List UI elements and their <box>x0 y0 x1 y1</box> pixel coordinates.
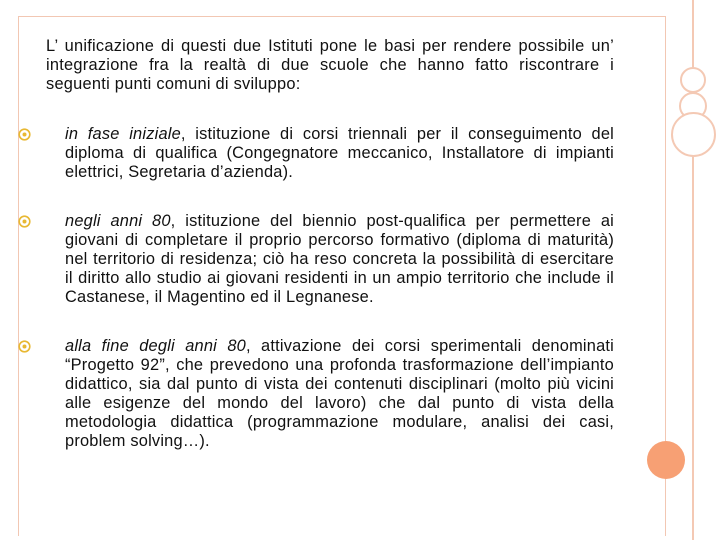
bullet-item-3 <box>46 337 614 451</box>
item-text: , attivazione dei corsi sperimentali denominati “Progetto 92”, che prevedono una profonda trasformazione dell’impianto didattico, sia dal punto di vista dei contenuti disciplinari (molto più vicini alle esigenze del mondo del lavoro) che dal punto di vista della metodologia didattica (programmazione modulare, analisi dei casi, problem solving…). <box>65 337 614 450</box>
bullet-icon <box>18 340 31 353</box>
intro-paragraph: L’ unificazione di questi due Istituti pone le basi per rendere possibile un’ integrazione fra la realtà di due scuole che hanno fatto riscontrare i seguenti punti comuni di sviluppo: <box>46 37 614 93</box>
item-text: , istituzione del biennio post-qualifica per permettere ai giovani di completare il proprio percorso formativo (diploma di maturità) nel territorio di residenza; ciò ha reso concreta la possibilità di esercitare il diritto allo studio ai giovani residenti in un ampio territorio che include il Castanese, il Magentino ed il Legnanese. <box>65 212 614 306</box>
item-text: , istituzione di corsi triennali per il conseguimento del diploma di qualifica (Congegnatore meccanico, Installatore di impianti elettrici, Segretaria d’azienda). <box>65 125 615 181</box>
item-lead: alla fine degli anni 80 <box>65 337 246 355</box>
slide-content <box>46 37 614 451</box>
bullet-item-1 <box>46 125 614 182</box>
decorative-circle-filled <box>647 441 685 479</box>
item-lead: negli anni 80 <box>65 212 171 230</box>
item-lead: in fase iniziale <box>65 125 181 143</box>
bullet-item-2 <box>46 212 614 307</box>
bullet-icon <box>18 215 31 228</box>
decorative-circle-small-top <box>680 67 706 93</box>
decorative-circle-large <box>671 112 716 157</box>
bullet-icon <box>18 128 31 141</box>
